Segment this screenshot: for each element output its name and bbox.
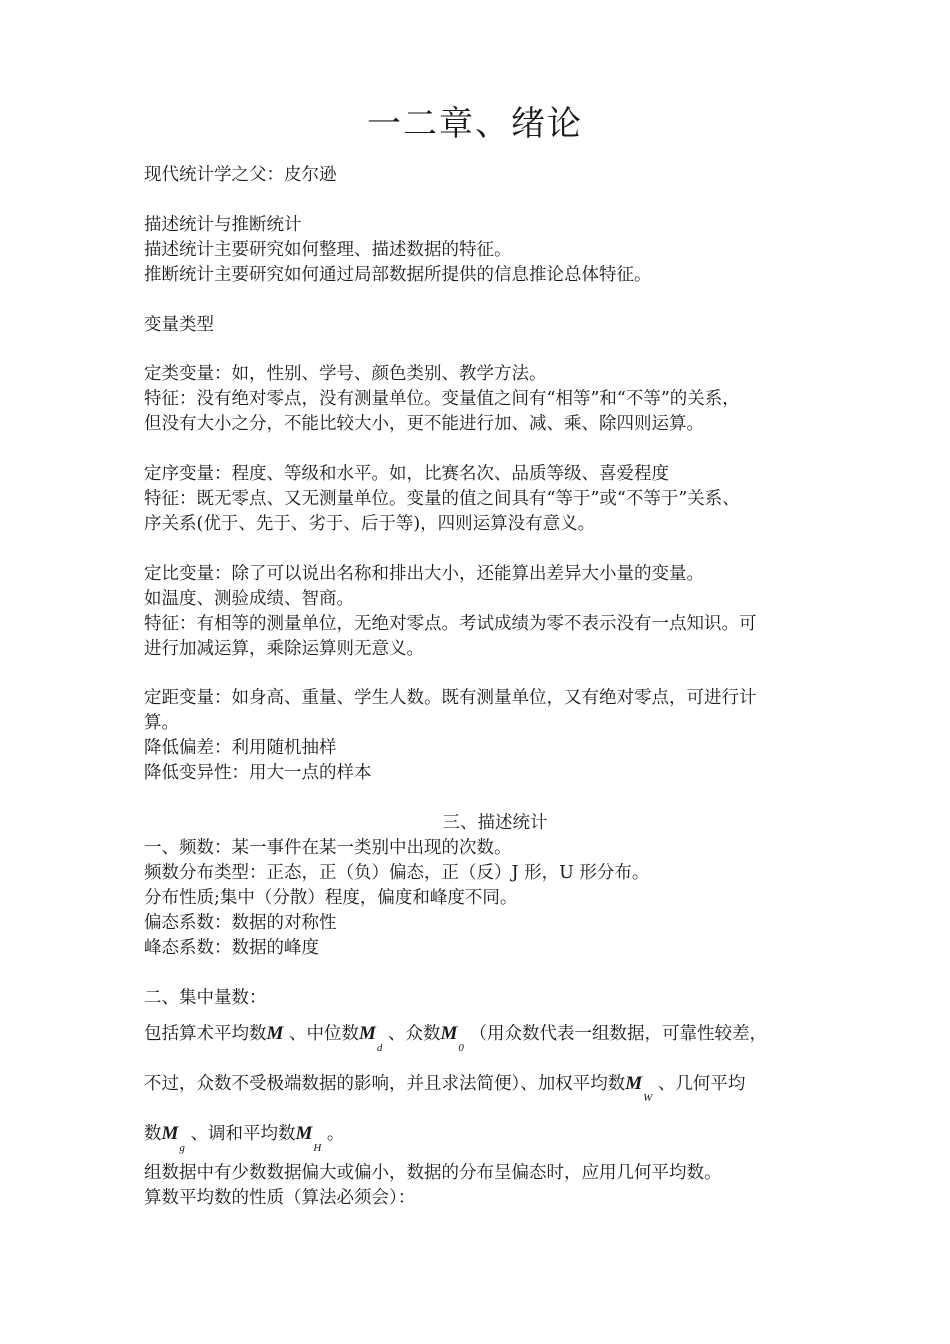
text-line: 描述统计主要研究如何整理、描述数据的特征。 xyxy=(144,240,512,260)
text-line: 定序变量：程度、等级和水平。如，比赛名次、品质等级、喜爱程度 xyxy=(144,464,669,484)
text-span: 。 xyxy=(326,1124,345,1144)
weighted-mean-subscript: W xyxy=(643,1092,653,1104)
text-line: 但没有大小之分，不能比较大小，更不能进行加、减、乘、除四则运算。 xyxy=(144,414,704,434)
text-line: 序关系(优于、先于、劣于、后于等)，四则运算没有意义。 xyxy=(144,514,596,534)
text-span: （用众数代表一组数据，可靠性较差， xyxy=(469,1024,767,1044)
text-line: 峰态系数：数据的峰度 xyxy=(144,938,319,958)
text-line: 一、频数：某一事件在某一类别中出现的次数。 xyxy=(144,838,512,858)
weighted-mean-symbol: M xyxy=(625,1073,643,1094)
text-line: 现代统计学之父：皮尔逊 xyxy=(144,165,337,185)
measures-line-b xyxy=(144,1071,746,1104)
text-line: 组数据中有少数数据偏大或偏小，数据的分布呈偏态时，应用几何平均数。 xyxy=(144,1163,722,1183)
mode-subscript: 0 xyxy=(458,1042,464,1054)
text-line: 算。 xyxy=(144,713,179,733)
text-line: 分布性质;集中（分散）程度，偏度和峰度不同。 xyxy=(144,888,518,908)
text-span: 、中位数 xyxy=(288,1024,359,1044)
text-span: 数 xyxy=(144,1124,162,1144)
harmonic-mean-symbol: M xyxy=(295,1123,313,1144)
text-line: 定距变量：如身高、重量、学生人数。既有测量单位，又有绝对零点，可进行计 xyxy=(144,688,757,708)
text-span: 包括算术平均数 xyxy=(144,1024,267,1044)
text-line: 特征：既无零点、又无测量单位。变量的值之间具有“等于”或“不等于”关系、 xyxy=(144,489,740,509)
median-subscript: d xyxy=(376,1042,383,1054)
section-title: 三、描述统计 xyxy=(442,813,548,833)
text-line: 算数平均数的性质（算法必须会）： xyxy=(144,1188,416,1208)
text-line: 进行加减运算，乘除运算则无意义。 xyxy=(144,639,424,659)
measures-line-c xyxy=(144,1121,345,1154)
section-heading: 变量类型 xyxy=(144,315,214,335)
text-line: 偏态系数：数据的对称性 xyxy=(144,913,337,933)
text-line: 特征：没有绝对零点，没有测量单位。变量值之间有“相等”和“不等”的关系， xyxy=(144,389,740,409)
chapter-title: 一二章、绪论 xyxy=(367,104,583,144)
text-span: 不过，众数不受极端数据的影响，并且求法简便）、加权平均数 xyxy=(144,1074,626,1094)
mean-symbol: M xyxy=(266,1023,284,1044)
text-line: 推断统计主要研究如何通过局部数据所提供的信息推论总体特征。 xyxy=(144,265,652,285)
text-line: 定类变量：如，性别、学号、颜色类别、教学方法。 xyxy=(144,364,547,384)
geometric-mean-subscript: g xyxy=(179,1142,185,1154)
geometric-mean-symbol: M xyxy=(161,1123,179,1144)
text-line: 定比变量：除了可以说出名称和排出大小，还能算出差异大小量的变量。 xyxy=(144,564,704,584)
text-line: 如温度、测验成绩、智商。 xyxy=(144,589,354,609)
median-symbol: M xyxy=(358,1023,376,1044)
section-heading: 二、集中量数： xyxy=(144,988,267,1008)
text-line: 降低变异性：用大一点的样本 xyxy=(144,763,372,783)
mode-symbol: M xyxy=(440,1023,458,1044)
harmonic-mean-subscript: H xyxy=(313,1142,322,1154)
measures-line-a xyxy=(144,1021,767,1054)
section-heading: 描述统计与推断统计 xyxy=(144,215,302,235)
text-line: 特征：有相等的测量单位，无绝对零点。考试成绩为零不表示没有一点知识。可 xyxy=(144,614,757,634)
text-span: 、众数 xyxy=(387,1024,441,1044)
text-line: 频数分布类型：正态，正（负）偏态，正（反）J 形，U 形分布。 xyxy=(144,863,650,883)
text-line: 降低偏差：利用随机抽样 xyxy=(144,738,337,758)
text-span: 、调和平均数 xyxy=(190,1124,296,1144)
text-span: 、几何平均 xyxy=(657,1074,746,1094)
